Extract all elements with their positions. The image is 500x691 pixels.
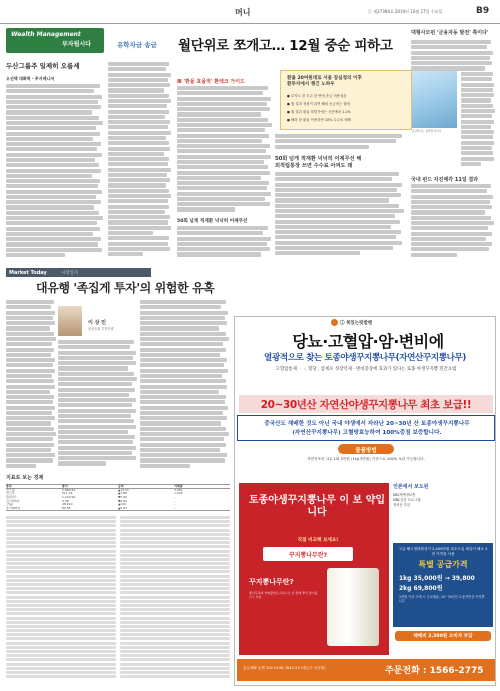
ad-subtitle: 열광적으로 찾는 토종야생꾸지뽕나무(자연산꾸지뽕나무) — [264, 353, 466, 363]
market-today-sublabel: 시장일지 — [61, 270, 78, 276]
author-role: 삼성증권 투자전략 — [88, 327, 114, 331]
ad-product-desc: 뽕나무과의 낙엽활엽소교목으로 잎 열매 뿌리 줄기를 모두 약용 — [249, 591, 318, 599]
ad-product-name: 꾸지뽕나무란? — [249, 578, 294, 586]
inline-subhead-2: 50회 넘게 적재환 넉넉히 어제무선 — [177, 219, 248, 224]
ad-tag — [338, 444, 394, 454]
market-today-title: 대유행 '족집게 투자'의 위험한 유혹 — [36, 281, 215, 295]
main-headline: 월단위로 쪼개고… 12월 중순 피하고 — [178, 38, 393, 54]
ad-price-2: 2kg 69,800원 — [399, 585, 443, 592]
author-name: 이 상 민 — [88, 320, 106, 326]
stock-table-left — [6, 516, 116, 686]
ad-price-1: 1kg 35,000원 → 39,800 — [399, 575, 475, 582]
ad-product-subtitle: 직접 비교해 보세요! — [297, 538, 339, 543]
ad-blue-line-2: (자연산꾸지뽕나무) 고혈방효능하여 100%중점 보증합니다. — [292, 430, 442, 436]
page-number: B9 — [476, 6, 490, 16]
market-data-table — [6, 484, 230, 511]
headline-kicker: 유학자금 송금 — [117, 41, 157, 49]
ad-price-head: 고급 해고정화합성가 2,400만원 최초도입 세일이 해소 3번 가격을 사용 — [398, 547, 488, 556]
ad-blue-line-1: 중국산도 재배한 것도 아닌 국내 야생에서 자라난 20~30년 산 토종야생꾸지뽕나무 — [264, 421, 470, 427]
table-row: 코스피 1,889.81 ▲13.21 3,451 — [6, 487, 183, 492]
table-row: 코스닥 511.34 ▲1.88 1,230 — [6, 491, 183, 496]
table-header: 등락 — [118, 483, 124, 488]
info-box-title-2: 환투자에서 챙긴 노하우 — [287, 82, 335, 87]
data-table-title: 지표로 보는 경제 — [6, 475, 44, 481]
market-column-1 — [6, 300, 56, 470]
right-subhead: 국내 펀드 자진매각 11일 결과 — [411, 177, 479, 183]
table-header: 종가 — [62, 483, 68, 488]
ad-shipping-badge — [395, 631, 491, 641]
ad-price-note: 1만원 이상 구매 시 무료배송, 20~30년산 토종자연산 꾸지뽕나무 — [399, 595, 485, 604]
table-row: 금(g) 48,910 ▲210 - — [6, 502, 176, 507]
ad-red-title: 20~30년산 자연산야생꾸지뽕나무 최초 보급!! — [260, 399, 472, 411]
ad-product-title: 토종야생꾸지뽕나무 이 보 약입니다 — [248, 495, 386, 518]
center-column-2 — [177, 86, 273, 214]
advertisement[interactable] — [234, 316, 496, 686]
inline-subhead-1: Ⅲ '환율 효율적' 환테크 가이드 — [177, 79, 245, 85]
info-item: ● 월 결과 정평이 되면 해외 송금비는 월에 — [287, 102, 350, 106]
brand-logo-icon — [331, 319, 338, 326]
center-column-5 — [275, 134, 409, 154]
table-header: 거래량 — [174, 483, 183, 488]
wealth-management-badge — [6, 28, 104, 53]
market-column-3 — [140, 300, 230, 470]
issue-info: ⓒ 제27394호 2010년 10월 27일 수요일 — [368, 9, 443, 14]
info-box-title: 환율 20여원대로 서울 잠실청의 이후 — [287, 76, 362, 81]
ad-price-title: 특별 공급가격 — [418, 560, 468, 569]
right-column-2 — [461, 72, 495, 168]
ad-product-stamp — [263, 547, 353, 561]
ad-panel-list — [393, 493, 493, 508]
info-item: ● 부자도 잘 모른 한 번에 송금 비용절감 — [287, 94, 347, 98]
info-item: ● 월 결과 환율 희망가에는 사전예치 1.2% — [287, 110, 351, 114]
market-today-label: Market Today — [9, 269, 47, 276]
ad-brand: ⓘ 복있는텃밭텐 — [340, 321, 373, 326]
info-item: ● 해외 한 환율 이용하면 10% 수수료 혜택 — [287, 118, 351, 122]
stock-table-right — [120, 516, 230, 686]
wealth-label: Wealth Management — [11, 31, 81, 38]
ad-red-banner — [239, 395, 493, 413]
center-column-3 — [177, 226, 273, 262]
ad-phone-link[interactable]: 주문전화 : 1566-2775 — [385, 666, 484, 676]
product-bottle-image — [327, 568, 379, 646]
section-name: 머니 — [235, 8, 251, 17]
left-article-author: 오선택 대화학 · 투자매니저 — [6, 76, 55, 81]
ad-tag-text: 물품방법 — [355, 447, 377, 454]
info-box — [280, 70, 412, 130]
right-column-3 — [411, 184, 495, 264]
list-item: KBS생생정보통 — [393, 493, 416, 497]
ad-account: 입금계좌 농협 352-0196-7842-53 (예금주 신운환) — [243, 666, 326, 670]
ad-info: 자연건조한 나무 1회 5만원 (1kg 3만원) 기준으로 100% 보관 가능합니다. — [307, 457, 425, 461]
ad-product-stamp-text: 꾸지뽕나무란? — [288, 552, 328, 559]
right-article-title: 대형사모펀 '금융자동 발전' 쪽이다' — [411, 30, 489, 36]
ad-bottom-bar — [237, 659, 495, 681]
table-header: 종목 — [6, 483, 12, 488]
table-row: 원/달러 1,120.90 ▼5.60 - — [6, 494, 176, 499]
left-article-body — [6, 84, 104, 264]
wealth-sub: 부자됩시다 — [62, 41, 91, 48]
mid-subhead: 50회 넘게 적재환 넉넉히 어제무선 해외적립통장 쓰면 수수료 아껴도 돼 — [275, 156, 362, 169]
ad-shipping-text: 택배비 2,500원 소비자 부담 — [413, 634, 473, 639]
table-row: 유가(WTI) 82.55 ▲0.87 - — [6, 505, 176, 510]
photo-caption: 송금한다는 유학생 어머니 — [412, 130, 442, 133]
ad-blue-box — [237, 415, 495, 441]
center-column-4 — [275, 172, 405, 264]
market-today-bar — [6, 268, 151, 277]
ad-right-panel — [393, 483, 493, 655]
left-article-title: 두산그룹주 일제히 오름세 — [6, 62, 80, 70]
list-item: MBC건강 프로그램 — [393, 498, 421, 502]
ad-title: 당뇨·고혈압·암·변비에 — [292, 332, 444, 351]
page-header — [0, 0, 500, 24]
ad-copy: 고혈압통제 ㆍ ·, 혈당 , 암세포 성장억제 · 변비증상에 효과가 있다는 토종 야생꾸지뽕 민간요법 — [275, 367, 457, 372]
author-photo — [58, 306, 82, 336]
center-column-1 — [108, 62, 172, 262]
market-column-2 — [58, 340, 138, 470]
table-row: 국고채3년 3.38 ▼0.02 - — [6, 498, 176, 503]
ad-panel-title: 언론에서 보도된 — [393, 484, 429, 490]
list-item: 정선산 추천 — [393, 503, 410, 507]
ad-product-panel — [239, 483, 389, 655]
ad-price-box — [393, 543, 493, 627]
